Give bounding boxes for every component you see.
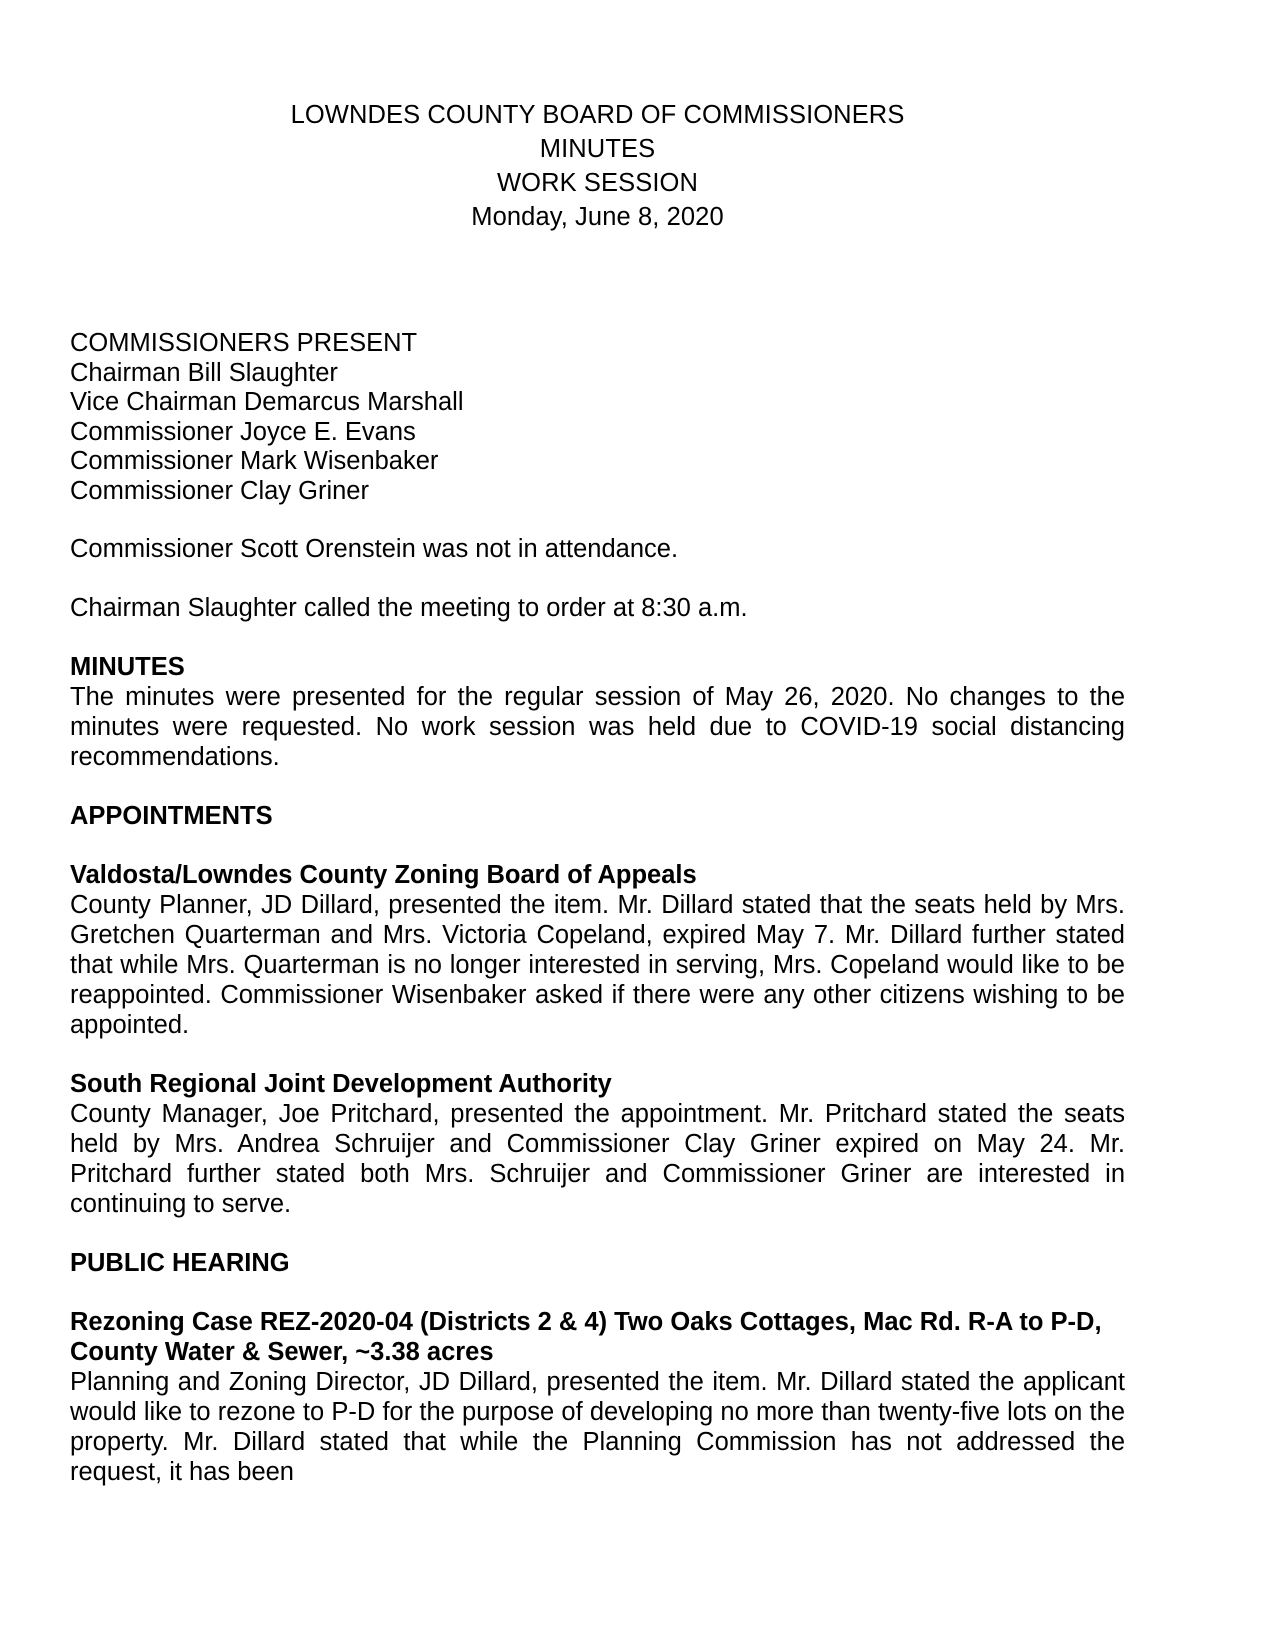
commissioner-name: Commissioner Clay Griner [70,476,369,505]
section-heading-minutes: MINUTES [70,653,185,681]
document-title-block [70,98,1125,234]
commissioner-name: Commissioner Mark Wisenbaker [70,447,439,475]
commissioner-name: Vice Chairman Demarcus Marshall [70,388,464,416]
rezoning-case-paragraph: Planning and Zoning Director, JD Dillard, presented the item. Mr. Dillard stated the applicant would like to rezone to P-D for the purpose of developing no more than twenty-five lots on the property. Mr. Dillard stated that while the Planning Commission has not addressed the request, it has been [70,1368,1125,1486]
zoning-board-of-appeals-paragraph: County Planner, JD Dillard, presented the item. Mr. Dillard stated that the seats held by Mrs. Gretchen Quarterman and Mrs. Victoria Copeland, expired May 7. Mr. Dillard further stated that while Mrs. Quarterman is no longer interested in serving, Mrs. Copeland would like to be reappointed. Commissioner Wisenbaker asked if there were any other citizens wishing to be appointed. [70,891,1125,1039]
commissioners-present-heading: COMMISSIONERS PRESENT [70,329,418,357]
commissioner-name: Chairman Bill Slaughter [70,358,338,387]
subheading-zoning-board-of-appeals: Valdosta/Lowndes County Zoning Board of Appeals [70,861,697,889]
title-line-minutes: MINUTES [539,135,656,163]
south-regional-joint-development-authority-paragraph: County Manager, Joe Pritchard, presented the appointment. Mr. Pritchard stated the seats held by Mrs. Andrea Schruijer and Commissioner Clay Griner expired on May 24. Mr. Pritchard further stated both Mrs. Schruijer and Commissioner Griner are interested in continuing to serve. [70,1100,1125,1218]
commissioner-name: Commissioner Joyce E. Evans [70,417,416,446]
absent-commissioner-note: Commissioner Scott Orenstein was not in attendance. [70,535,679,563]
title-line-date: Monday, June 8, 2020 [471,203,724,231]
section-heading-public-hearing: PUBLIC HEARING [70,1249,290,1277]
section-heading-appointments: APPOINTMENTS [70,802,273,830]
title-line-organization: LOWNDES COUNTY BOARD OF COMMISSIONERS [290,101,905,129]
minutes-paragraph: The minutes were presented for the regular session of May 26, 2020. No changes to the minutes were requested. No work session was held due to COVID-19 social distancing recommendations. [70,683,1125,771]
page-content [70,0,1125,1487]
call-to-order-note: Chairman Slaughter called the meeting to order at 8:30 a.m. [70,593,748,622]
subheading-rezoning-case-rez-2020-04: Rezoning Case REZ-2020-04 (Districts 2 & 4) Two Oaks Cottages, Mac Rd. R-A to P-D, County Water & Sewer, ~3.38 acres [70,1308,1102,1366]
subheading-south-regional-joint-development-authority: South Regional Joint Development Authority [70,1070,612,1098]
title-line-session-type: WORK SESSION [497,169,698,197]
attendance-block [70,329,1125,506]
